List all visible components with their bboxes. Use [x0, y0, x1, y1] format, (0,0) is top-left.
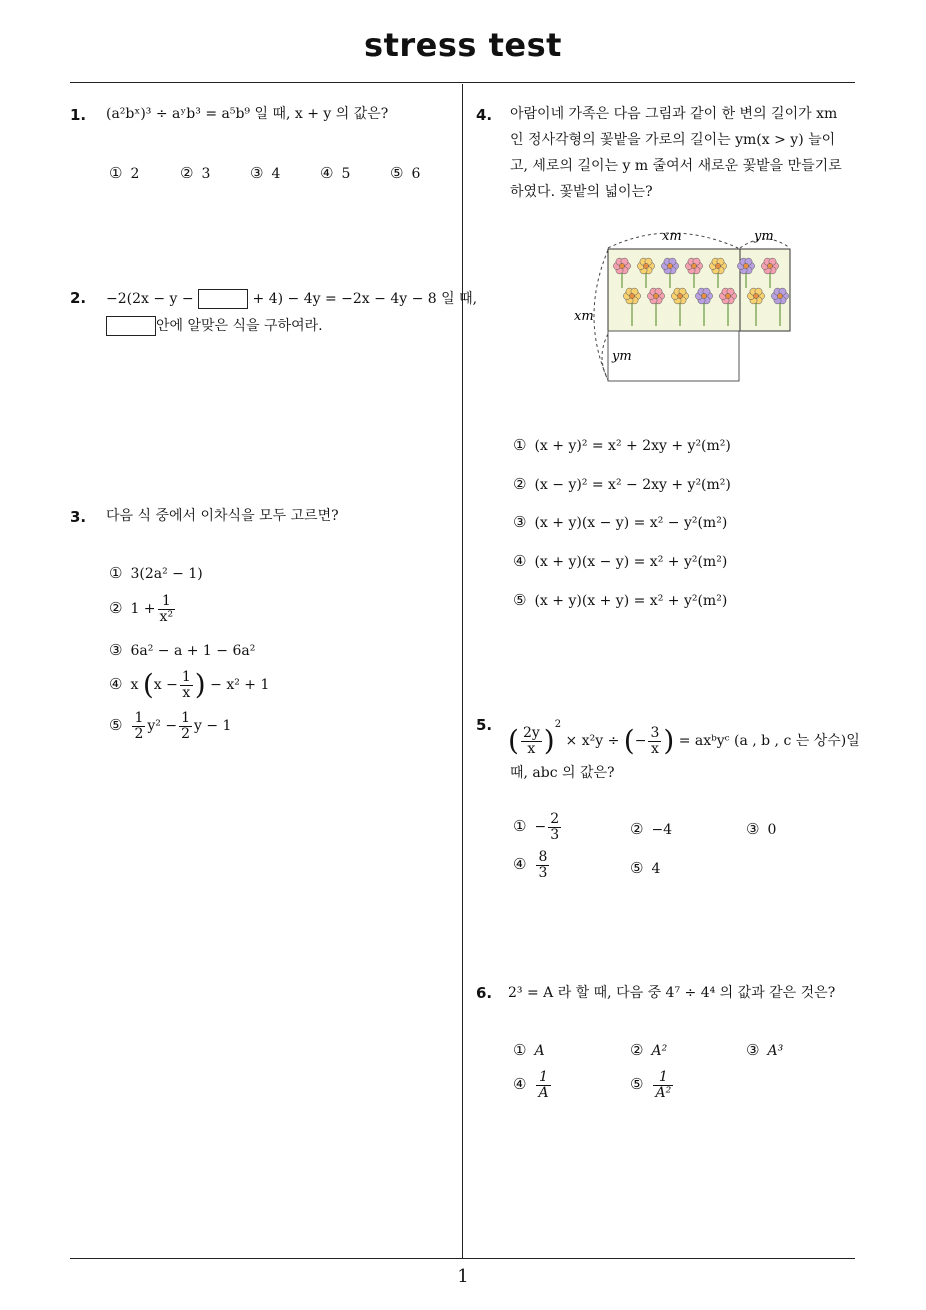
- option-marker: ④: [109, 675, 123, 694]
- q5-option-3[interactable]: ③ 0: [746, 820, 777, 838]
- q6-option-1[interactable]: ① A: [513, 1041, 545, 1059]
- question-6-text: 2³ = A 라 할 때, 다음 중 4⁷ ÷ 4⁴ 의 값과 같은 것은?: [508, 985, 836, 1001]
- question-4-line-1: 아람이네 가족은 다음 그림과 같이 한 변의 길이가 xm: [510, 106, 838, 122]
- q6-option-4[interactable]: ④ $\frac{1}{A}$: [513, 1069, 549, 1101]
- question-2-line-1: −2(2x − y − + 4) − 4y = −2x − 4y − 8 일 때,: [106, 291, 478, 307]
- paren-close: ): [194, 668, 206, 702]
- option-marker: ③: [746, 1041, 760, 1059]
- flower-center: [677, 293, 682, 298]
- question-4-line-4: 하였다. 꽃밭의 넓이는?: [510, 184, 653, 200]
- left-x-arc: [594, 250, 608, 380]
- option-marker: ⑤: [630, 1075, 644, 1094]
- paren-close: ): [663, 724, 675, 757]
- paren-close: ): [543, 724, 555, 757]
- q4-option-2[interactable]: ② (x − y)² = x² − 2xy + y²(m²): [513, 475, 731, 493]
- label-top-y: ym: [754, 229, 774, 244]
- option-marker: ③: [109, 641, 123, 659]
- option-marker: ①: [109, 564, 123, 582]
- label-left-x: xm: [574, 309, 594, 324]
- flower-center: [715, 263, 720, 268]
- header-rule: [70, 82, 855, 83]
- option-marker: ③: [746, 820, 760, 838]
- q1-option-3[interactable]: ③ 4: [250, 164, 281, 182]
- flower-center: [701, 293, 706, 298]
- option-marker: ①: [109, 164, 123, 182]
- flower-center: [629, 293, 634, 298]
- option-marker: ⑤: [390, 164, 404, 182]
- question-2-number: 2.: [70, 289, 87, 307]
- flower-garden-figure: [570, 222, 810, 387]
- option-marker: ②: [513, 475, 527, 493]
- q4-option-1[interactable]: ① (x + y)² = x² + 2xy + y²(m²): [513, 436, 731, 454]
- question-1-number: 1.: [70, 106, 87, 124]
- question-4-number: 4.: [476, 106, 493, 124]
- q3-option-4[interactable]: ④ x (x − $\frac{1}{x}$ ) − x² + 1: [109, 668, 270, 702]
- q3-option-1[interactable]: ① 3(2a² − 1): [109, 564, 203, 582]
- q1-option-2[interactable]: ② 3: [180, 164, 211, 182]
- option-marker: ⑤: [513, 591, 527, 609]
- q6-option-2[interactable]: ② A²: [630, 1041, 668, 1059]
- option-marker: ④: [513, 855, 527, 874]
- q5-option-2[interactable]: ② −4: [630, 820, 673, 838]
- question-3-text: 다음 식 중에서 이차식을 모두 고르면?: [106, 508, 339, 524]
- question-4-line-3: 고, 세로의 길이는 y m 줄여서 새로운 꽃밭을 만들기로: [510, 158, 842, 174]
- q6-option-5[interactable]: ⑤ $\frac{1}{\text{A²}}$: [630, 1069, 672, 1101]
- option-marker: ②: [180, 164, 194, 182]
- option-marker: ③: [250, 164, 264, 182]
- page-title: stress test: [364, 26, 562, 64]
- option-marker: ②: [630, 1041, 644, 1059]
- option-marker: ②: [109, 599, 123, 618]
- paren-open: (: [142, 668, 154, 702]
- q1-option-4[interactable]: ④ 5: [320, 164, 351, 182]
- question-2-line-2: 안에 알맞은 식을 구하여라.: [106, 313, 323, 339]
- question-3-number: 3.: [70, 508, 87, 526]
- option-marker: ①: [513, 1041, 527, 1059]
- option-marker: ④: [320, 164, 334, 182]
- paren-open: (: [623, 724, 635, 757]
- q3-option-2[interactable]: ② 1 + $\frac{1}{\text{x²}}$: [109, 593, 174, 625]
- q6-option-3[interactable]: ③ A³: [746, 1041, 784, 1059]
- flower-center: [767, 263, 772, 268]
- label-top-x: xm: [662, 229, 682, 244]
- question-5-number: 5.: [476, 716, 493, 734]
- flower-center: [725, 293, 730, 298]
- question-6-number: 6.: [476, 984, 493, 1002]
- option-marker: ④: [513, 552, 527, 570]
- question-5-line-2: 때, abc 의 값은?: [510, 765, 615, 781]
- option-marker: ②: [630, 820, 644, 838]
- flower-center: [653, 293, 658, 298]
- option-marker: ⑤: [630, 859, 644, 877]
- flower-center: [619, 263, 624, 268]
- q1-option-5[interactable]: ⑤ 6: [390, 164, 421, 182]
- option-marker: ③: [513, 513, 527, 531]
- page-number: 1: [457, 1266, 469, 1287]
- answer-blank-reference: [106, 316, 156, 336]
- column-divider: [462, 84, 463, 1259]
- q4-option-5[interactable]: ⑤ (x + y)(x + y) = x² + y²(m²): [513, 591, 728, 609]
- q1-option-1[interactable]: ① 2: [109, 164, 140, 182]
- label-left-y: ym: [612, 349, 632, 364]
- flower-center: [643, 263, 648, 268]
- question-1-text: (a²bˣ)³ ÷ aʸb³ = a⁵b⁹ 일 때, x + y 의 값은?: [106, 106, 389, 122]
- q3-option-3[interactable]: ③ 6a² − a + 1 − 6a²: [109, 641, 256, 659]
- answer-blank[interactable]: [198, 289, 248, 309]
- flower-center: [743, 263, 748, 268]
- q4-option-3[interactable]: ③ (x + y)(x − y) = x² − y²(m²): [513, 513, 728, 531]
- flower-center: [777, 293, 782, 298]
- flower-center: [691, 263, 696, 268]
- question-4-line-2: 인 정사각형의 꽃밭을 가로의 길이는 ym(x > y) 늘이: [510, 132, 836, 148]
- q3-option-5[interactable]: ⑤ $\frac{1}{2}$ y² − $\frac{1}{2}$ y − 1: [109, 710, 232, 742]
- option-marker: ①: [513, 436, 527, 454]
- q4-option-4[interactable]: ④ (x + y)(x − y) = x² + y²(m²): [513, 552, 728, 570]
- option-marker: ④: [513, 1075, 527, 1094]
- q5-option-1[interactable]: ① − $\frac{2}{3}$: [513, 811, 560, 843]
- option-marker: ①: [513, 817, 527, 836]
- option-marker: ⑤: [109, 716, 123, 735]
- flower-center: [667, 263, 672, 268]
- q5-option-4[interactable]: ④ $\frac{8}{3}$: [513, 849, 548, 881]
- flower-center: [753, 293, 758, 298]
- q5-option-5[interactable]: ⑤ 4: [630, 859, 661, 877]
- question-5-line-1: ( $\frac{2y}{x}$ )$^2$ × x²y ÷ (− $\frac{3}{x}$ ) = axᵇyᶜ (a , b , c 는 상수)일: [508, 719, 860, 757]
- footer-rule: [70, 1258, 855, 1259]
- paren-open: (: [508, 724, 519, 757]
